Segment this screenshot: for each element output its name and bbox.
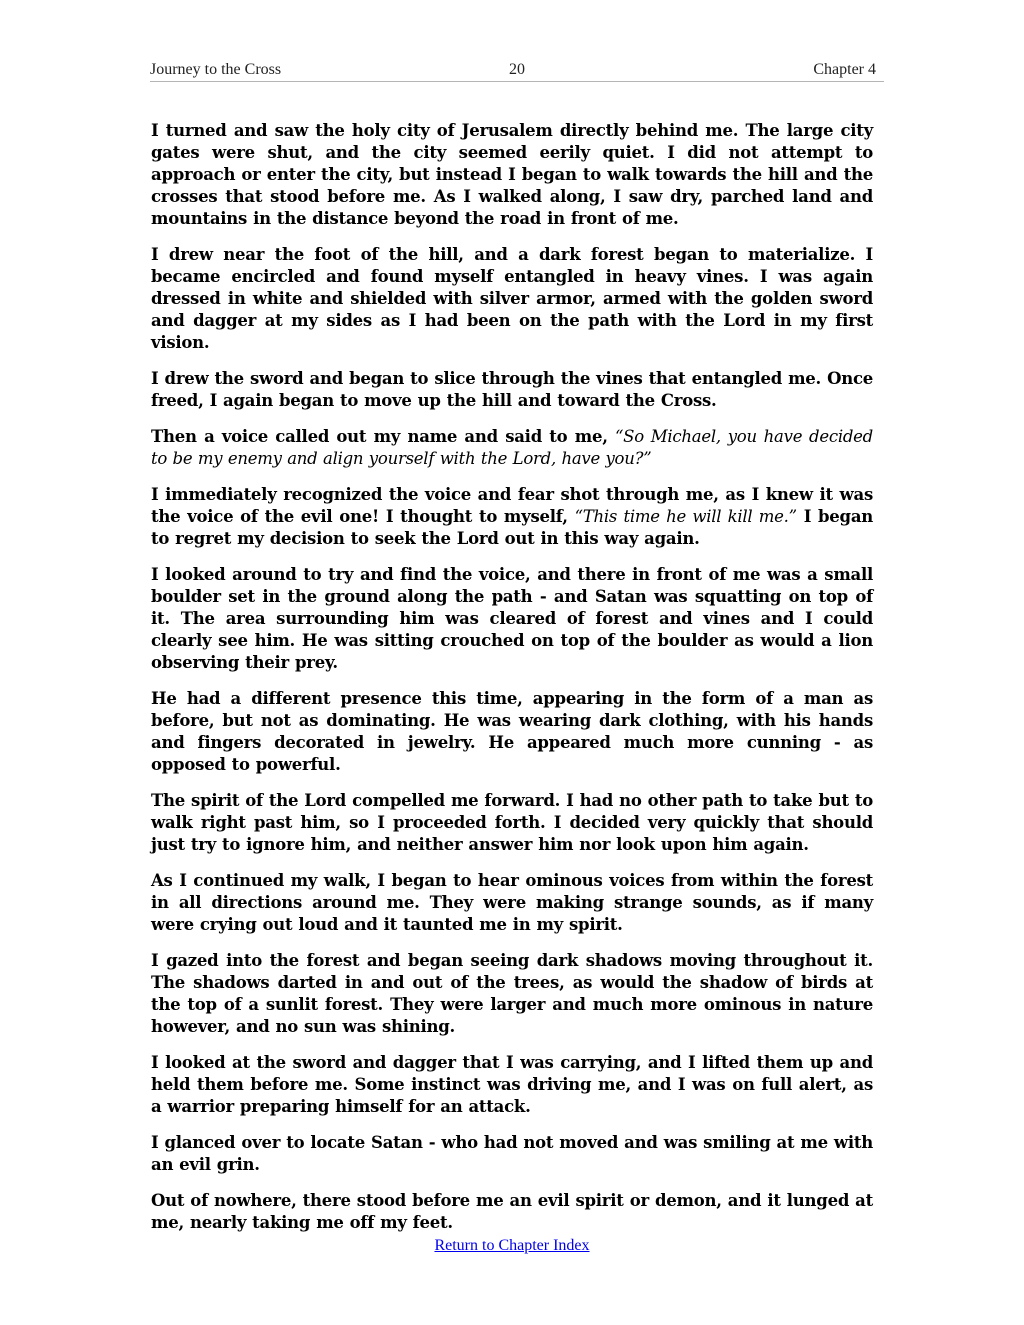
paragraph-4 bbox=[151, 426, 873, 470]
page-header bbox=[150, 61, 884, 82]
paragraph-4-text: Then a voice called out my name and said to me, bbox=[151, 427, 615, 446]
chapter-label: Chapter 4 bbox=[813, 61, 876, 78]
satan-quote: “So Michael, you have decided to be my enemy and align yourself with the Lord, have you?” bbox=[151, 427, 873, 468]
inner-thought-quote: “This time he will kill me.” bbox=[574, 507, 797, 526]
paragraph-3: I drew the sword and began to slice through the vines that entangled me. Once freed, I again began to move up the hill and toward the Cross. bbox=[151, 369, 873, 410]
paragraph-5-tail: I began to regret my decision to seek the Lord out in this way again. bbox=[151, 507, 874, 548]
paragraph-13: Out of nowhere, there stood before me an evil spirit or demon, and it lunged at me, nearly taking me off my feet. bbox=[151, 1191, 873, 1232]
paragraph-5 bbox=[151, 484, 873, 550]
paragraph-9: As I continued my walk, I began to hear ominous voices from within the forest in all directions around me. They were making strange sounds, as if many were crying out loud and it taunted me in my spirit. bbox=[151, 871, 873, 934]
paragraph-5-text: I immediately recognized the voice and fear shot through me, as I knew it was the voice of the evil one! I thought to myself, bbox=[151, 485, 873, 526]
page-body bbox=[151, 120, 873, 1248]
paragraph-11: I looked at the sword and dagger that I was carrying, and I lifted them up and held them before me. Some instinct was driving me, and I was on full alert, as a warrior preparing himself for an attack. bbox=[151, 1053, 873, 1116]
paragraph-6: I looked around to try and find the voice, and there in front of me was a small boulder set in the ground along the path - and Satan was squatting on top of it. The area surrounding him was cleared of forest and vines and I could clearly see him. He was sitting crouched on top of the boulder as would a lion observing their prey. bbox=[151, 565, 873, 672]
paragraph-12: I glanced over to locate Satan - who had not moved and was smiling at me with an evil grin. bbox=[151, 1133, 873, 1174]
paragraph-7: He had a different presence this time, appearing in the form of a man as before, but not as dominating. He was wearing dark clothing, with his hands and fingers decorated in jewelry. He appeared much more cunning - as opposed to powerful. bbox=[151, 689, 873, 774]
paragraph-1: I turned and saw the holy city of Jerusalem directly behind me. The large city gates were shut, and the city seemed eerily quiet. I did not attempt to approach or enter the city, but instead I began to walk towards the hill and the crosses that stood before me. As I walked along, I saw dry, parched land and mountains in the distance beyond the road in front of me. bbox=[151, 121, 873, 228]
return-to-chapter-index-link[interactable]: Return to Chapter Index bbox=[434, 1237, 590, 1254]
book-title: Journey to the Cross bbox=[150, 61, 282, 78]
paragraph-2: I drew near the foot of the hill, and a dark forest began to materialize. I became encircled and found myself entangled in heavy vines. I was again dressed in white and shielded with silver armor, armed with the golden sword and dagger at my sides as I had been on the path with the Lord in my first vision. bbox=[151, 245, 873, 352]
paragraph-10: I gazed into the forest and began seeing dark shadows moving throughout it. The shadows darted in and out of the trees, as would the shadow of birds at the top of a sunlit forest. They were larger and much more ominous in nature however, and no sun was shining. bbox=[151, 951, 873, 1036]
page-footer bbox=[0, 1237, 1024, 1255]
page-number: 20 bbox=[487, 61, 547, 78]
paragraph-8: The spirit of the Lord compelled me forward. I had no other path to take but to walk right past him, so I proceeded forth. I decided very quickly that should just try to ignore him, and neither answer him nor look upon him again. bbox=[151, 791, 873, 854]
